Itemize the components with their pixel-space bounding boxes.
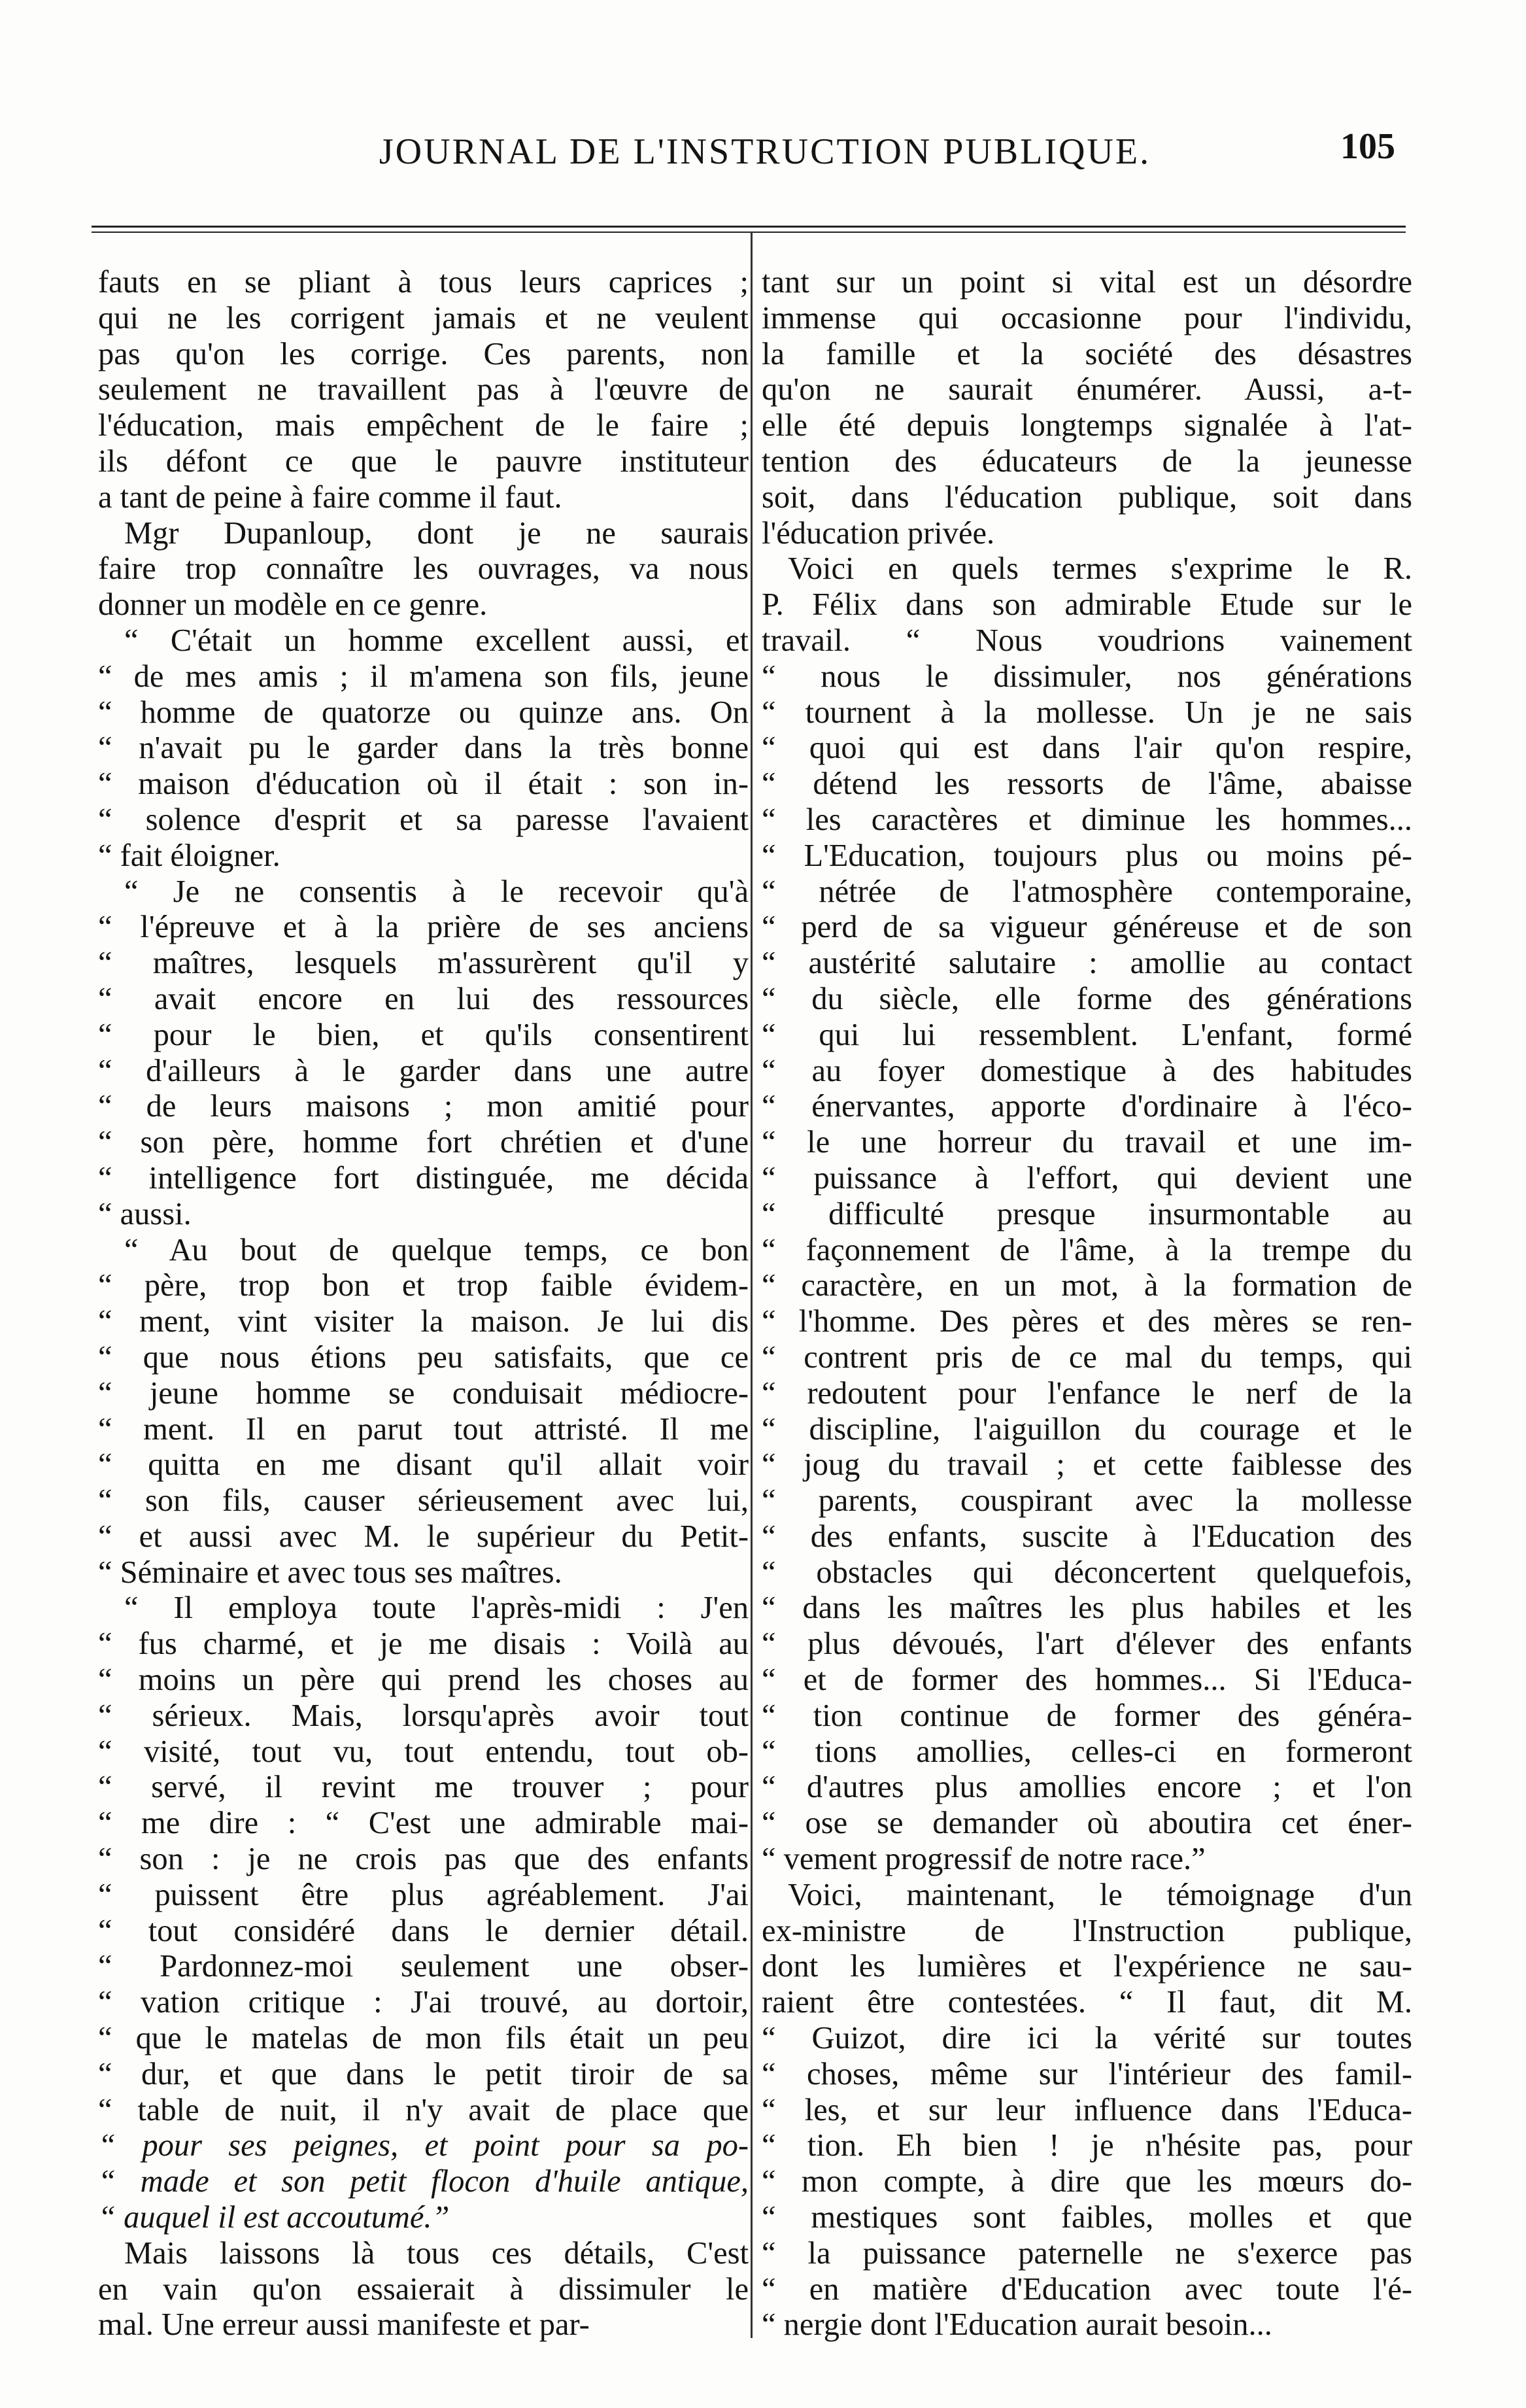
right-column-line: “ tion. Eh bien ! je n'hésite pas, pour [762,2128,1412,2163]
left-column-line: “ moins un père qui prend les choses au [98,1662,749,1698]
left-column-line: “ quitta en me disant qu'il allait voir [98,1447,749,1483]
left-column-line: “ ment, vint visiter la maison. Je lui dis [98,1304,749,1339]
right-column-line: “ caractère, en un mot, à la formation de [762,1268,1412,1303]
left-column-line: Mais laissons là tous ces détails, C'est [124,2235,749,2271]
left-column [98,265,749,2343]
right-column-line: “ des enfants, suscite à l'Education des [762,1519,1412,1554]
left-column-line: “ n'avait pu le garder dans la très bonne [98,731,749,766]
right-column-line: “ détend les ressorts de l'âme, abaisse [762,766,1412,802]
right-column-line: Voici en quels termes s'exprime le R. [788,551,1412,587]
right-column-line: “ ose se demander où aboutira cet éner- [762,1806,1412,1841]
left-column-line: “ solence d'esprit et sa paresse l'avaient [98,802,749,837]
left-column-line: “ Au bout de quelque temps, ce bon [124,1232,749,1267]
right-column-line: “ tournent à la mollesse. Un je ne sais [762,695,1412,730]
left-column-line: “ fus charmé, et je me disais : Voilà au [98,1626,749,1662]
right-column-line: “ au foyer domestique à des habitudes [762,1053,1412,1088]
right-column-line: “ le une horreur du travail et une im- [762,1125,1412,1160]
left-column-line: “ l'épreuve et à la prière de ses anciens [98,910,749,945]
left-column-line: “ visité, tout vu, tout entendu, tout ob- [98,1734,749,1769]
right-column-line: “ joug du travail ; et cette faiblesse des [762,1447,1412,1483]
right-column-line: “ redoutent pour l'enfance le nerf de la [762,1375,1412,1411]
right-column-line: qu'on ne saurait énumérer. Aussi, a-t- [762,372,1412,407]
right-column-line: l'éducation privée. [762,515,995,551]
right-column-line: “ qui lui ressemblent. L'enfant, formé [762,1017,1412,1052]
right-column-line: “ contrent pris de ce mal du temps, qui [762,1339,1412,1375]
left-column-line: pas qu'on les corrige. Ces parents, non [98,336,749,371]
right-column-line: “ dans les maîtres les plus habiles et les [762,1591,1412,1626]
left-column-line: mal. Une erreur aussi manifeste et par- [98,2307,590,2343]
right-column-line: tention des éducateurs de la jeunesse [762,443,1412,479]
right-column-line: “ nous le dissimuler, nos générations [762,659,1412,694]
right-column-line: elle été depuis longtemps signalée à l'at- [762,408,1412,443]
right-column-line: “ perd de sa vigueur généreuse et de son [762,910,1412,945]
right-column-line: “ les caractères et diminue les hommes... [762,802,1412,837]
right-column-line: “ façonnement de l'âme, à la trempe du [762,1232,1412,1267]
right-column-line: “ tion continue de former des généra- [762,1698,1412,1733]
left-column-line: “ tout considéré dans le dernier détail. [98,1913,749,1948]
left-column-line: “ me dire : “ C'est une admirable mai- [98,1806,749,1841]
left-column-line: “ que le matelas de mon fils était un peu [98,2021,749,2056]
right-column-line: “ plus dévoués, l'art d'élever des enfants [762,1626,1412,1662]
right-column-line: “ vement progressif de notre race.” [762,1842,1206,1877]
left-column-line: “ de mes amis ; il m'amena son fils, jeune [98,659,749,694]
right-column-line: “ nergie dont l'Education aurait besoin... [762,2307,1272,2343]
column-divider [751,232,753,2338]
left-column-line: a tant de peine à faire comme il faut. [98,479,562,515]
left-column-line: “ homme de quatorze ou quinze ans. On [98,695,749,730]
header-rule [92,226,1406,233]
left-column-line: “ et aussi avec M. le supérieur du Petit- [98,1519,749,1554]
left-column-line: “ Il employa toute l'après-midi : J'en [124,1591,749,1626]
right-column-line: “ discipline, l'aiguillon du courage et le [762,1411,1412,1447]
left-column-line: ils défont ce que le pauvre instituteur [98,443,749,479]
left-column-line: “ intelligence fort distinguée, me décida [98,1160,749,1195]
left-column-line: “ ment. Il en parut tout attristé. Il me [98,1411,749,1447]
right-column-line: raient être contestées. “ Il faut, dit M. [762,1985,1412,2020]
left-column-line: “ dur, et que dans le petit tiroir de sa [98,2056,749,2091]
left-column-line: “ d'ailleurs à le garder dans une autre [98,1053,749,1088]
right-column-line: “ obstacles qui déconcertent quelquefois, [762,1555,1412,1590]
right-column-line: “ mestiques sont faibles, molles et que [762,2200,1412,2235]
left-column-line: “ aussi. [98,1196,192,1231]
right-column-line: Voici, maintenant, le témoignage d'un [788,1877,1412,1912]
left-column-line: “ Je ne consentis à le recevoir qu'à [124,874,749,909]
left-column-line: “ made et son petit flocon d'huile antique, [98,2164,749,2199]
left-column-line: Mgr Dupanloup, dont je ne saurais [124,515,749,551]
left-column-line: “ Pardonnez-moi seulement une obser- [98,1949,749,1984]
left-column-line: “ son : je ne crois pas que des enfants [98,1842,749,1877]
right-column-line: “ Guizot, dire ici la vérité sur toutes [762,2021,1412,2056]
right-column-line: “ puissance à l'effort, qui devient une [762,1160,1412,1195]
left-column-line: “ son fils, causer sérieusement avec lui, [98,1483,749,1519]
right-column-line: “ difficulté presque insurmontable au [762,1196,1412,1231]
right-column-line: “ du siècle, elle forme des générations [762,981,1412,1016]
right-column-line: “ énervantes, apporte d'ordinaire à l'éco- [762,1089,1412,1124]
right-column-line: “ tions amollies, celles-ci en formeront [762,1734,1412,1769]
right-column-line: “ en matière d'Education avec toute l'é- [762,2271,1412,2307]
left-column-line: “ Séminaire et avec tous ses maîtres. [98,1555,562,1590]
right-column-line: “ quoi qui est dans l'air qu'on respire, [762,731,1412,766]
left-column-line: “ son père, homme fort chrétien et d'une [98,1125,749,1160]
left-column-line: “ vation critique : J'ai trouvé, au dortoir, [98,1985,749,2020]
left-column-line: “ jeune homme se conduisait médiocre- [98,1375,749,1411]
right-column-line: “ les, et sur leur influence dans l'Educa- [762,2092,1412,2127]
left-column-line: “ sérieux. Mais, lorsqu'après avoir tout [98,1698,749,1733]
left-column-line: “ fait éloigner. [98,838,280,873]
left-column-line: “ maison d'éducation où il était : son in- [98,766,749,802]
left-column-line: faire trop connaître les ouvrages, va nous [98,551,749,587]
right-column-line: tant sur un point si vital est un désordre [762,265,1412,300]
left-column-line: fauts en se pliant à tous leurs caprices ; [98,265,749,300]
running-head: JOURNAL DE L'INSTRUCTION PUBLIQUE. [379,131,1151,172]
right-column-line: immense qui occasionne pour l'individu, [762,300,1412,335]
left-column-line: “ auquel il est accoutumé.” [98,2200,450,2235]
page-number: 105 [1340,126,1395,167]
left-column-line: l'éducation, mais empêchent de le faire ; [98,408,749,443]
left-column-line: “ table de nuit, il n'y avait de place que [98,2092,749,2127]
left-column-line: donner un modèle en ce genre. [98,587,488,623]
right-column-line: “ choses, même sur l'intérieur des famil- [762,2056,1412,2091]
left-column-line: “ pour le bien, et qu'ils consentirent [98,1017,749,1052]
right-column-line: “ parents, couspirant avec la mollesse [762,1483,1412,1519]
left-column-line: “ maîtres, lesquels m'assurèrent qu'il y [98,946,749,981]
left-column-line: “ avait encore en lui des ressources [98,981,749,1016]
right-column-line: la famille et la société des désastres [762,336,1412,371]
right-column-line: soit, dans l'éducation publique, soit dans [762,479,1412,515]
left-column-line: en vain qu'on essaierait à dissimuler le [98,2271,749,2307]
left-column-line: “ de leurs maisons ; mon amitié pour [98,1089,749,1124]
right-column-line: “ mon compte, à dire que les mœurs do- [762,2164,1412,2199]
right-column-line: ex-ministre de l'Instruction publique, [762,1913,1412,1948]
right-column-line: travail. “ Nous voudrions vainement [762,623,1412,658]
left-column-line: “ servé, il revint me trouver ; pour [98,1770,749,1805]
right-column-line: “ et de former des hommes... Si l'Educa- [762,1662,1412,1698]
left-column-line: qui ne les corrigent jamais et ne veulent [98,300,749,335]
left-column-line: seulement ne travaillent pas à l'œuvre de [98,372,749,407]
right-column-line: P. Félix dans son admirable Etude sur le [762,587,1412,623]
left-column-line: “ puissent être plus agréablement. J'ai [98,1877,749,1912]
right-column-line: dont les lumières et l'expérience ne sau- [762,1949,1412,1984]
right-column-line: “ l'homme. Des pères et des mères se ren- [762,1304,1412,1339]
left-column-line: “ C'était un homme excellent aussi, et [124,623,749,658]
left-column-line: “ pour ses peignes, et point pour sa po- [98,2128,749,2163]
right-column-line: “ d'autres plus amollies encore ; et l'on [762,1770,1412,1805]
left-column-line: “ que nous étions peu satisfaits, que ce [98,1339,749,1375]
right-column [762,265,1412,2343]
right-column-line: “ L'Education, toujours plus ou moins pé- [762,838,1412,873]
right-column-line: “ nétrée de l'atmosphère contemporaine, [762,874,1412,909]
right-column-line: “ la puissance paternelle ne s'exerce pas [762,2235,1412,2271]
left-column-line: “ père, trop bon et trop faible évidem- [98,1268,749,1303]
right-column-line: “ austérité salutaire : amollie au contact [762,946,1412,981]
